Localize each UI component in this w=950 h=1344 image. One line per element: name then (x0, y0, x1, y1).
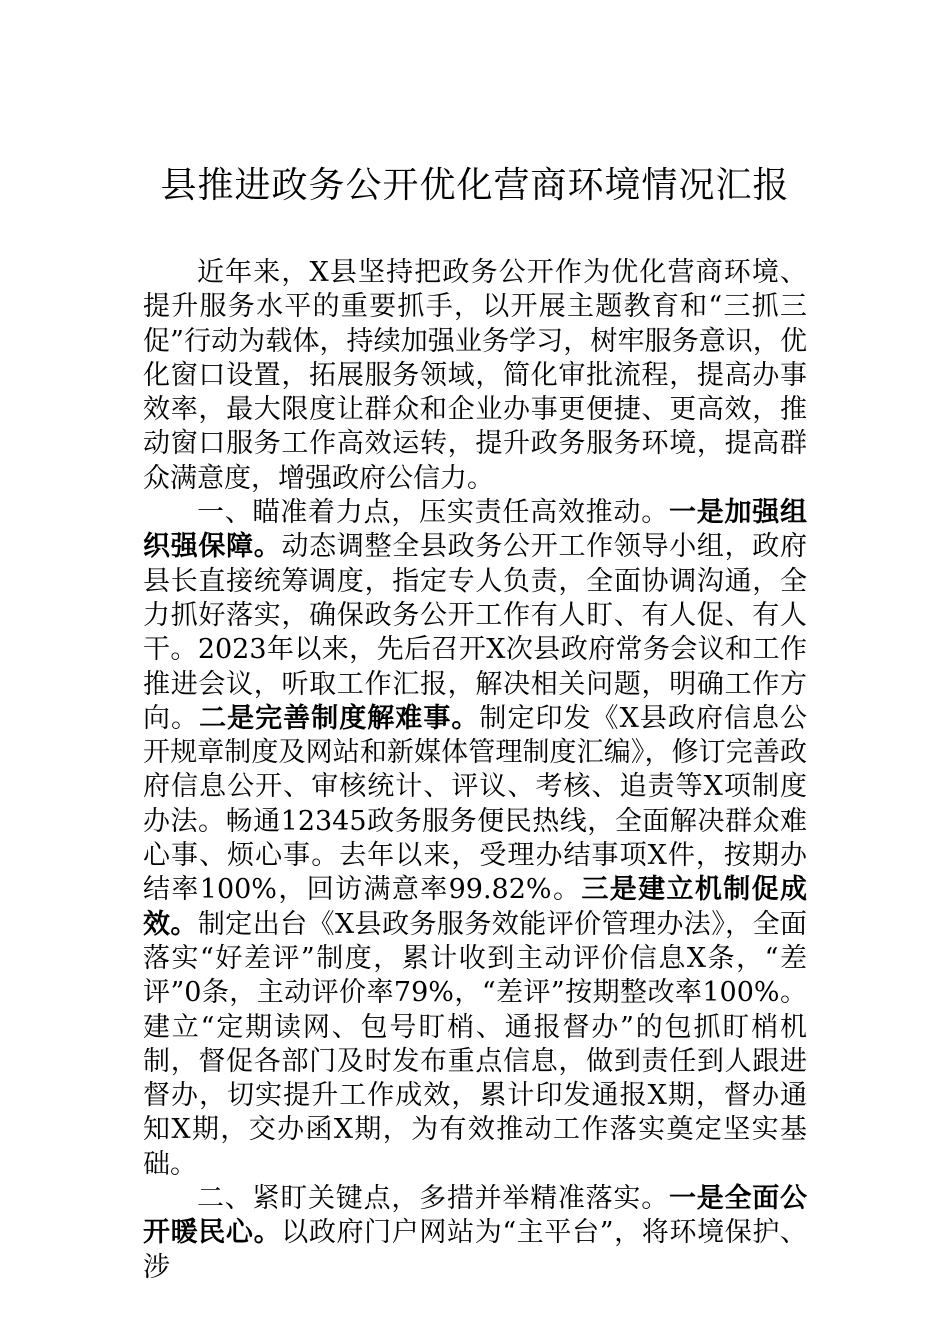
section-two-heading: 二、紧盯关键点，多措并举精准落实。 (197, 1183, 669, 1215)
section-one-point-2-text: 制定印发《X县政府信息公开规章制度及网站和新媒体管理制度汇编》，修订完善政府信息公开、审核统计、评议、考核、追责等X项制度办法。畅通12345政务服务便民热线，全面解决群众难心事、烦心事。去年以来，受理办结事项X件，按期办结率100%，回访满意率99.82%。 (143, 702, 808, 906)
section-two-point-1-heading: 一是全面公开暖民心。 (143, 1183, 808, 1249)
section-one-point-3-text: 制定出台《X县政务服务效能评价管理办法》，全面落实“好差评”制度，累计收到主动评价信息X条，“差评”0条，主动评价率79%，“差评”按期整改率100%。建立“定期读网、包号盯梢、通报督办”的包抓盯梢机制，督促各部门及时发布重点信息，做到责任到人跟进督办，切实提升工作成效，累计印发通报X期，督办通知X期，交办函X期，为有效推动工作落实奠定坚实基础。 (143, 908, 807, 1180)
section-one-heading: 一、瞄准着力点，压实责任高效推动。 (197, 497, 669, 529)
intro-text: 近年来，X县坚持把政务公开作为优化营商环境、提升服务水平的重要抓手，以开展主题教育和“三抓三促”行动为载体，持续加强业务学习，树牢服务意识，优化窗口设置，拓展服务领域，简化审批流程，提高办事效率，最大限度让群众和企业办事更便捷、更高效，推动窗口服务工作高效运转，提升政务服务环境，提高群众满意度，增强政府公信力。 (143, 257, 807, 494)
section-two-paragraph (143, 1182, 807, 1285)
document-title: 县推进政务公开优化营商环境情况汇报 (160, 165, 790, 206)
document-body (143, 256, 807, 1285)
section-two-point-1-text: 以政府门户网站为“主平台”，将环境保护、涉 (143, 1217, 808, 1283)
section-one-point-1-text: 动态调整全县政务公开工作领导小组，政府县长直接统筹调度，指定专人负责，全面协调沟通，全力抓好落实，确保政务公开工作有人盯、有人促、有人干。2023年以来，先后召开X次县政府常务会议和工作推进会议，听取工作汇报，解决相关问题，明确工作方向。 (143, 531, 808, 734)
section-one-paragraph (143, 496, 807, 1182)
section-one-point-2-heading: 二是完善制度解难事。 (199, 702, 480, 734)
intro-paragraph (143, 256, 807, 496)
section-one-point-3-heading: 三是建立机制促成效。 (143, 874, 808, 940)
section-one-point-1-heading: 一是加强组织强保障。 (143, 497, 808, 563)
